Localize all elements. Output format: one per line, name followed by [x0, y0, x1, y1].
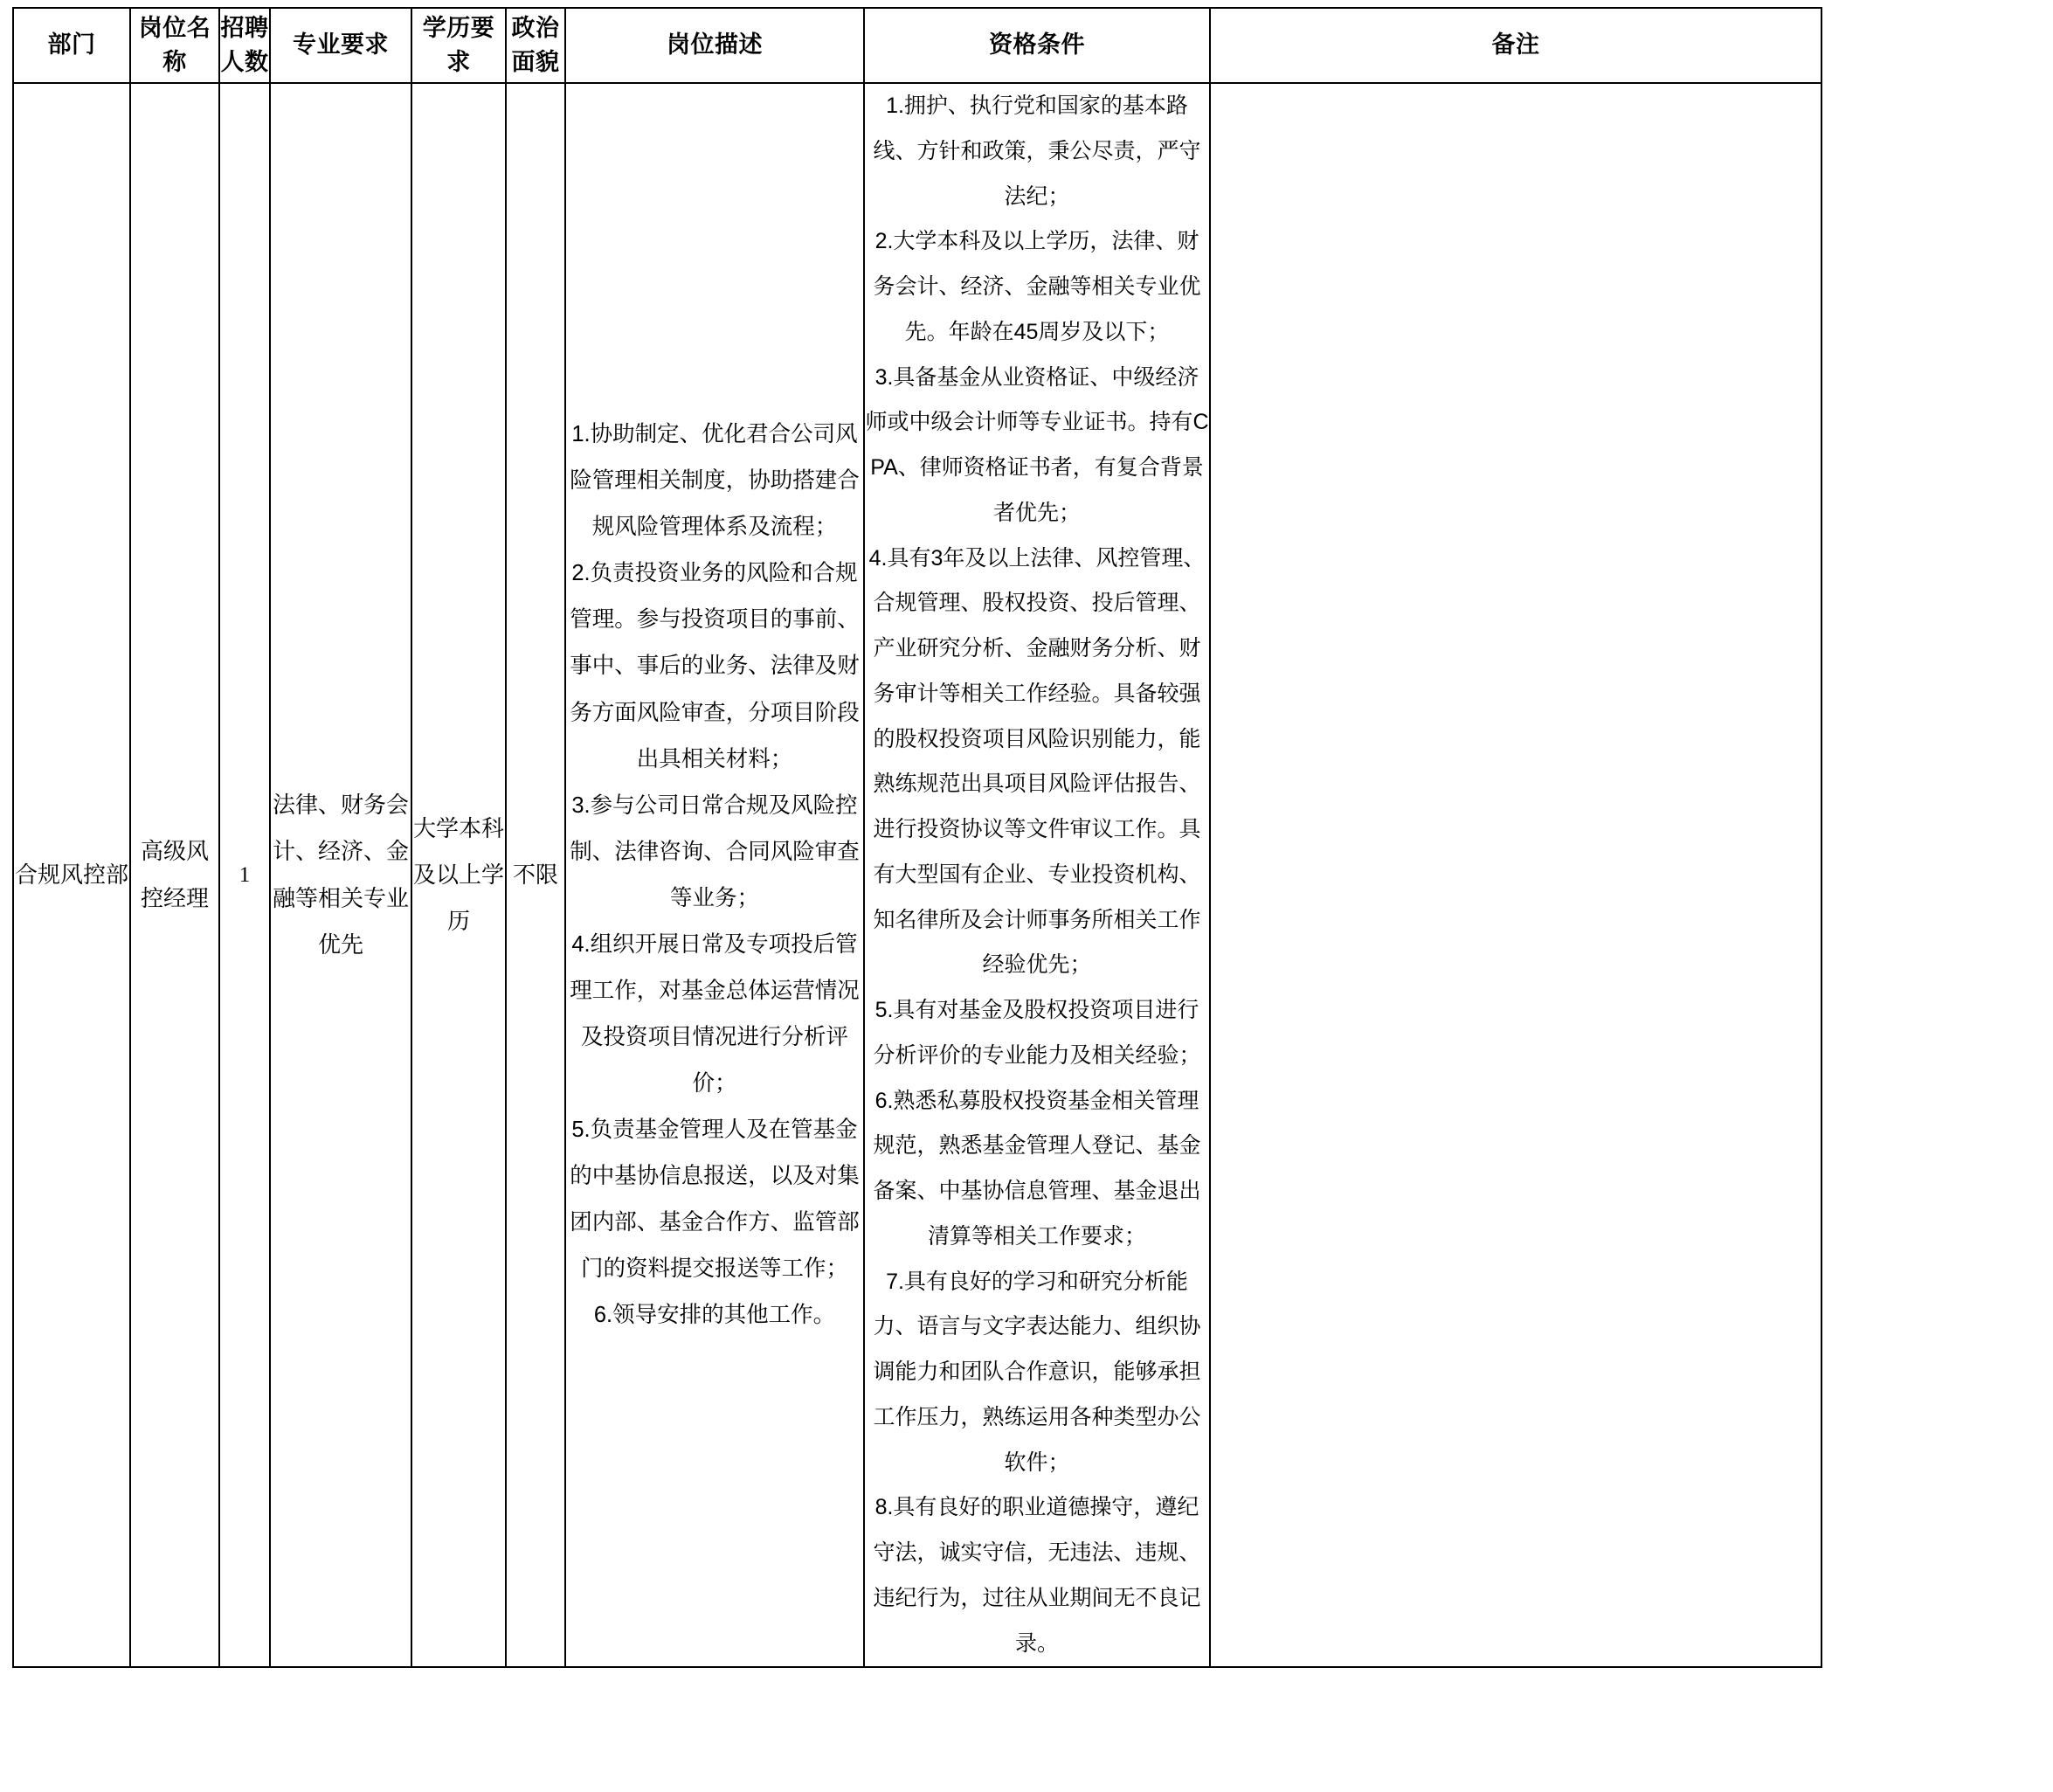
- qualification-item-7: 7.具有良好的学习和研究分析能力、语言与文字表达能力、组织协调能力和团队合作意识，能够承担工作压力，熟练运用各种类型办公软件；: [873, 1269, 1201, 1475]
- table-header: [13, 8, 1821, 83]
- cell-political-status: 不限: [506, 83, 565, 1667]
- qualification-item-3: 3.具备基金从业资格证、中级经济师或中级会计师等专业证书。持有CPA、律师资格证书者，有复合背景者优先；: [865, 364, 1209, 525]
- qualifications-list: [865, 84, 1209, 1666]
- qualification-item-1: 1.拥护、执行党和国家的基本路线、方针和政策，秉公尽责，严守法纪；: [873, 93, 1201, 209]
- column-header-headcount-line-1: 招聘: [220, 14, 269, 41]
- column-header-job-description: [565, 8, 864, 83]
- recruitment-table: [12, 7, 1822, 1668]
- job-description-item-3: 3.参与公司日常合规及风险控制、法律咨询、合同风险审查等业务；: [570, 792, 860, 910]
- cell-position-name: 高级风控经理: [130, 83, 219, 1667]
- qualification-item-5: 5.具有对基金及股权投资项目进行分析评价的专业能力及相关经验；: [873, 998, 1201, 1068]
- column-header-qualifications-line-1: 资格条件: [989, 31, 1085, 59]
- job-description-item-6: 6.领导安排的其他工作。: [593, 1302, 836, 1327]
- cell-job-description: [565, 83, 864, 1667]
- column-header-political-status-line-2: 面貌: [511, 49, 560, 75]
- cell-major-requirement: 法律、财务会计、经济、金融等相关专业优先: [270, 83, 411, 1667]
- cell-headcount: 1: [219, 83, 270, 1667]
- table-body: [13, 83, 1821, 1667]
- qualification-item-2: 2.大学本科及以上学历，法律、财务会计、经济、金融等相关专业优先。年龄在45周岁及以下；: [873, 229, 1201, 344]
- column-header-education-requirement: [411, 8, 506, 83]
- column-header-department-line-1: 部门: [47, 31, 96, 59]
- job-description-item-4: 4.组织开展日常及专项投后管理工作，对基金总体运营情况及投资项目情况进行分析评价；: [570, 931, 860, 1096]
- table-row: [13, 83, 1821, 1667]
- column-header-remarks-line-1: 备注: [1491, 31, 1540, 59]
- qualification-item-6: 6.熟悉私募股权投资基金相关管理规范，熟悉基金管理人登记、基金备案、中基协信息管理、基金退出清算等相关工作要求；: [873, 1088, 1201, 1249]
- job-description-list: [566, 412, 863, 1339]
- cell-department: 合规风控部: [13, 83, 130, 1667]
- column-header-headcount: [219, 8, 270, 83]
- column-header-political-status-line-1: 政治: [511, 14, 560, 41]
- column-header-qualifications: [864, 8, 1210, 83]
- column-header-remarks: [1210, 8, 1821, 83]
- qualification-item-8: 8.具有良好的职业道德操守，遵纪守法，诚实守信，无违法、违规、违纪行为，过往从业期间无不良记录。: [873, 1495, 1201, 1656]
- cell-qualifications: [864, 83, 1210, 1667]
- column-header-major-requirement-line-1: 专业要求: [293, 31, 389, 59]
- column-header-education-requirement-line-1: 学历要求: [422, 14, 495, 75]
- column-header-position-name: [130, 8, 219, 83]
- job-description-item-5: 5.负责基金管理人及在管基金的中基协信息报送，以及对集团内部、基金合作方、监管部门的资料提交报送等工作；: [570, 1117, 860, 1281]
- column-header-headcount-line-2: 人数: [220, 49, 269, 75]
- column-header-political-status: [506, 8, 565, 83]
- column-header-position-name-line-1: 岗位名称: [138, 14, 211, 75]
- job-description-item-1: 1.协助制定、优化君合公司风险管理相关制度，协助搭建合规风险管理体系及流程；: [570, 422, 860, 540]
- header-row: [13, 8, 1821, 83]
- cell-education-requirement: 大学本科及以上学历: [411, 83, 506, 1667]
- column-header-department: [13, 8, 130, 83]
- cell-remarks: [1210, 83, 1821, 1667]
- column-header-major-requirement: [270, 8, 411, 83]
- column-header-job-description-line-1: 岗位描述: [667, 31, 763, 59]
- job-description-item-2: 2.负责投资业务的风险和合规管理。参与投资项目的事前、事中、事后的业务、法律及财务方面风险审查，分项目阶段出具相关材料；: [570, 561, 860, 771]
- qualification-item-4: 4.具有3年及以上法律、风控管理、合规管理、股权投资、投后管理、产业研究分析、金融财务分析、财务审计等相关工作经验。具备较强的股权投资项目风险识别能力，能熟练规范出具项目风险评估报告、进行投资协议等文件审议工作。具有大型国有企业、专业投资机构、知名律所及会计师事务所相关工作经验优先；: [868, 545, 1206, 978]
